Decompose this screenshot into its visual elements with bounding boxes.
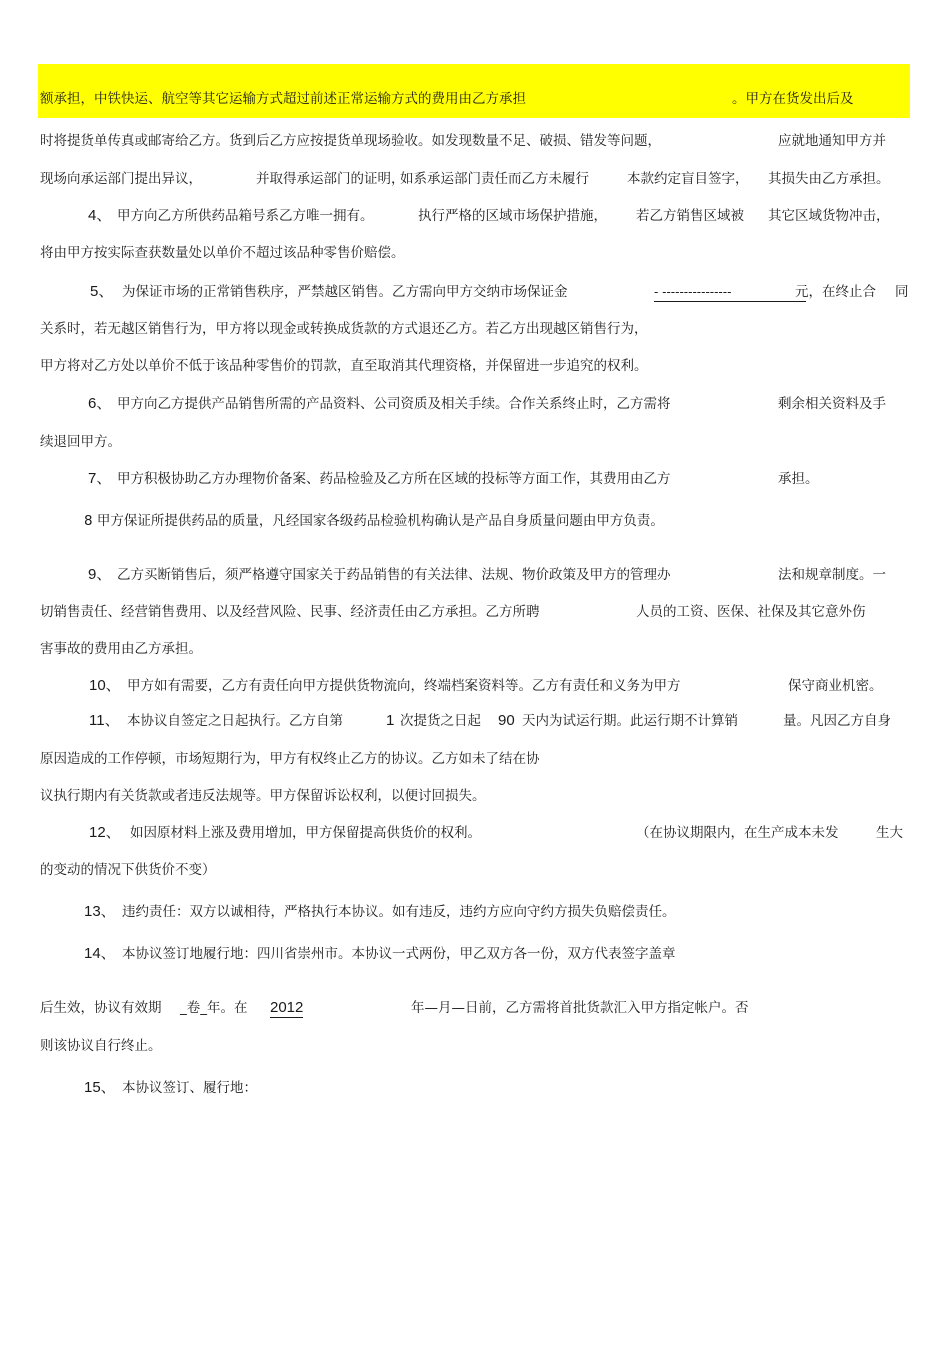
p6-line1a: 甲方向乙方提供产品销售所需的产品资料、公司资质及相关手续。合作关系终止时，乙方需将 — [117, 396, 671, 412]
p3-line3d: 本款约定盲目签字， — [627, 171, 749, 187]
p5-line1c: 元，在终止合 — [795, 284, 876, 300]
p3-line2b: 应就地通知甲方并 — [778, 133, 886, 149]
p8-line1: 8 甲方保证所提供药品的质量，凡经国家各级药品检验机构确认是产品自身质量问题由甲方负责。 — [84, 513, 664, 529]
p11-line1e: 天内为试运行期。此运行期不计算销 — [522, 713, 738, 729]
p14-line2d: 年—月—日前，乙方需将首批货款汇入甲方指定帐户。否 — [411, 1000, 749, 1016]
p9-line2a: 切销售责任、经营销售费用、以及经营风险、民事、经济责任由乙方承担。乙方所聘 — [40, 604, 540, 620]
p9-line3: 害事故的费用由乙方承担。 — [40, 641, 202, 657]
p3-line3e: 其损失由乙方承担。 — [768, 171, 890, 187]
p13-line1: 违约责任：双方以诚相待，严格执行本协议。如有违反，违约方应向守约方损失负赔偿责任。 — [122, 904, 676, 920]
p11-line2: 原因造成的工作停顿，市场短期行为，甲方有权终止乙方的协议。乙方如未了结在协 — [40, 751, 540, 767]
p4-line2: 将由甲方按实际查获数量处以单价不超过该品种零售价赔偿。 — [40, 245, 405, 261]
p5-line1a: 为保证市场的正常销售秩序，严禁越区销售。乙方需向甲方交纳市场保证金 — [122, 284, 568, 300]
p5-number: 5、 — [90, 283, 114, 300]
p12-line2: 的变动的情况下供货价不变） — [40, 862, 216, 878]
p15-number: 15、 — [84, 1079, 116, 1096]
p3-line3c: 如系承运部门责任而乙方未履行 — [400, 171, 589, 187]
p7-line1a: 甲方积极协助乙方办理物价备案、药品检验及乙方所在区域的投标等方面工作，其费用由乙方 — [117, 471, 671, 487]
p3-line3a: 现场向承运部门提出异议， — [40, 171, 202, 187]
p11-line3: 议执行期内有关货款或者违反法规等。甲方保留诉讼权利，以便讨回损失。 — [40, 788, 486, 804]
p4-line1b: 执行严格的区域市场保护措施， — [418, 208, 607, 224]
p5-deposit-blank: - ---------------- — [654, 283, 806, 302]
p11-line1c: 次提货之日起 — [400, 713, 481, 729]
p12-line1b: （在协议期限内，在生产成本未发 — [636, 825, 839, 841]
p6-line2: 续退回甲方。 — [40, 434, 121, 450]
p14-line2b: _卷_年。在 — [180, 1000, 248, 1016]
p6-number: 6、 — [88, 395, 112, 412]
p14-number: 14、 — [84, 945, 116, 962]
p9-line2b: 人员的工资、医保、社保及其它意外伤 — [636, 604, 866, 620]
p11-line1a: 本协议自签定之日起执行。乙方自第 — [127, 713, 343, 729]
p5-line2: 关系时，若无越区销售行为，甲方将以现金或转换成货款的方式退还乙方。若乙方出现越区销售行为， — [40, 321, 648, 337]
p9-line1b: 法和规章制度。一 — [778, 567, 886, 583]
p9-line1a: 乙方买断销售后，须严格遵守国家关于药品销售的有关法律、法规、物价政策及甲方的管理办 — [117, 567, 671, 583]
p11-line1d: 90 — [498, 712, 515, 729]
p5-line3: 甲方将对乙方处以单价不低于该品种零售价的罚款，直至取消其代理资格，并保留进一步追究的权利。 — [40, 358, 648, 374]
p4-line1d: 其它区域货物冲击， — [768, 208, 890, 224]
p4-number: 4、 — [88, 207, 112, 224]
p14-year: 2012 — [270, 999, 304, 1016]
p3-line2a: 时将提货单传真或邮寄给乙方。货到后乙方应按提货单现场验收。如发现数量不足、破损、错发等问题， — [40, 133, 661, 149]
p12-line1c: 生大 — [876, 825, 903, 841]
p14-line1: 本协议签订地履行地：四川省崇州市。本协议一式两份，甲乙双方各一份，双方代表签字盖章 — [122, 946, 676, 962]
p13-number: 13、 — [84, 903, 116, 920]
p11-line1f: 量。凡因乙方自身 — [783, 713, 891, 729]
p4-line1a: 甲方向乙方所供药品箱号系乙方唯一拥有。 — [117, 208, 374, 224]
p12-number: 12、 — [89, 824, 121, 841]
p11-line1b: 1 — [386, 712, 395, 729]
p7-number: 7、 — [88, 470, 112, 487]
p12-line1a: 如因原材料上涨及费用增加，甲方保留提高供货价的权利。 — [130, 825, 481, 841]
p14-line3: 则该协议自行终止。 — [40, 1038, 162, 1054]
p14-line2a: 后生效，协议有效期 — [40, 1000, 162, 1016]
p3-line1a: 额承担，中铁快运、航空等其它运输方式超过前述正常运输方式的费用由乙方承担 — [40, 91, 526, 107]
p7-line1b: 承担。 — [778, 471, 819, 487]
p3-line1b: 。甲方在货发出后及 — [732, 91, 854, 107]
p3-line3b: 并取得承运部门的证明， — [256, 171, 405, 187]
p10-number: 10、 — [89, 677, 121, 694]
p10-line1b: 保守商业机密。 — [788, 678, 883, 694]
p10-line1a: 甲方如有需要，乙方有责任向甲方提供货物流向，终端档案资料等。乙方有责任和义务为甲方 — [127, 678, 681, 694]
p4-line1c: 若乙方销售区域被 — [636, 208, 744, 224]
p15-line1: 本协议签订、履行地： — [122, 1080, 257, 1096]
p9-number: 9、 — [88, 566, 112, 583]
p6-line1b: 剩余相关资料及手 — [778, 396, 886, 412]
p5-line1d: 同 — [895, 284, 909, 300]
p11-number: 11、 — [89, 712, 120, 729]
